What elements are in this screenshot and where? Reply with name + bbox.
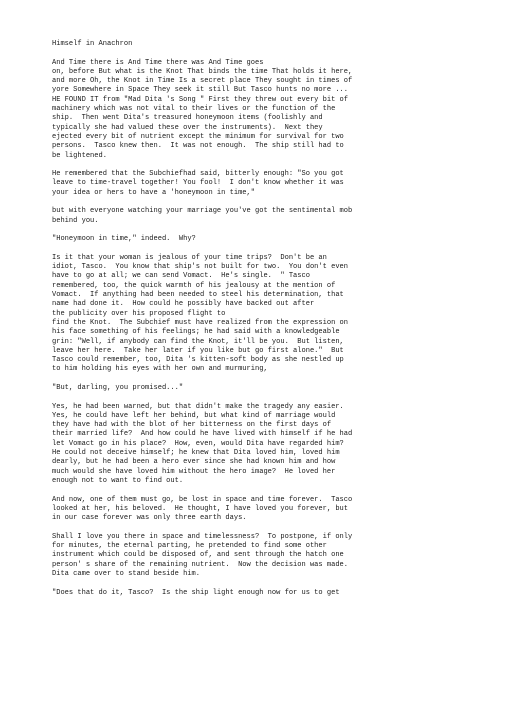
page-title: Himself in Anachron <box>52 40 133 48</box>
document-page <box>52 40 472 607</box>
paragraph-1: And Time there is And Time there was And Time goes on, before But what is the Knot That binds the time That holds it here, and more Oh, the Knot in Time Is a secret place They sought in times of yore Somewhere in Space They seek it still But Tasco hunts no more ... HE FOUND IT from "Mad Dita 's Song " First they threw out every bit of machinery which was not vital to their lives or the function of the ship. Then went Dita's treasured honeymoon items (foolishly and typically she had valued these over the instruments). Next they ejected every bit of nutrient except the minimum for survival for two persons. Tasco knew then. It was not enough. The ship still had to be lightened. <box>52 58 353 160</box>
paragraph-8: And now, one of them must go, be lost in space and time forever. Tasco looked at her, his beloved. He thought, I have loved you forever, but in our case forever was only three earth days. <box>52 495 353 523</box>
paragraph-7: Yes, he had been warned, but that didn't make the tragedy any easier. Yes, he could have left her behind, but what kind of marriage would they have had with the blot of her bitterness on the first days of their married life? And how could he have lived with himself if he had let Vomact go in his place? How, even, would Dita have regarded him? He could not deceive himself; he knew that Dita loved him, loved him dearly, but he had been a hero ever since she had known him and how much would she have loved him without the hero image? He loved her enough not to want to find out. <box>52 402 353 485</box>
paragraph-6: "But, darling, you promised..." <box>52 383 184 392</box>
paragraph-9: Shall I love you there in space and timelessness? To postpone, if only for minutes, the eternal parting, he pretended to find some other instrument which could be disposed of, and sent through the hatch one person' s share of the remaining nutrient. Now the decision was made. Dita came over to stand beside him. <box>52 532 353 578</box>
paragraph-10: "Does that do it, Tasco? Is the ship light enough now for us to get <box>52 588 340 597</box>
paragraph-4: "Honeymoon in time," indeed. Why? <box>52 235 196 244</box>
paragraph-2: He remembered that the Subchiefhad said, bitterly enough: "So you got leave to time-travel together! You fool! I don't know whether it was your idea or hers to have a 'honeymoon in time," <box>52 170 344 197</box>
paragraph-3: but with everyone watching your marriage you've got the sentimental mob behind you. <box>52 207 353 225</box>
paragraph-5: Is it that your woman is jealous of your time trips? Don't be an idiot, Tasco. You know that ship's not built for two. You don't even have to go at all; we can send Vomact. He's single. " Tasco remembered, too, the quick warmth of his jealousy at the mention of Vomact. If anything had been needed to steel his determination, that name had done it. How could he possibly have backed out after the publicity over his proposed flight to find the Knot. The Subchief must have realized from the expression on his face something of his feelings; he had said with a knowledgeable grin: "Well, if anybody can find the Knot, it'll be you. But listen, leave her here. Take her later if you like but go first alone." But Tasco could remember, too, Dita 's kitten-soft body as she nestled up to him holding his eyes with her own and murmuring, <box>52 253 349 374</box>
